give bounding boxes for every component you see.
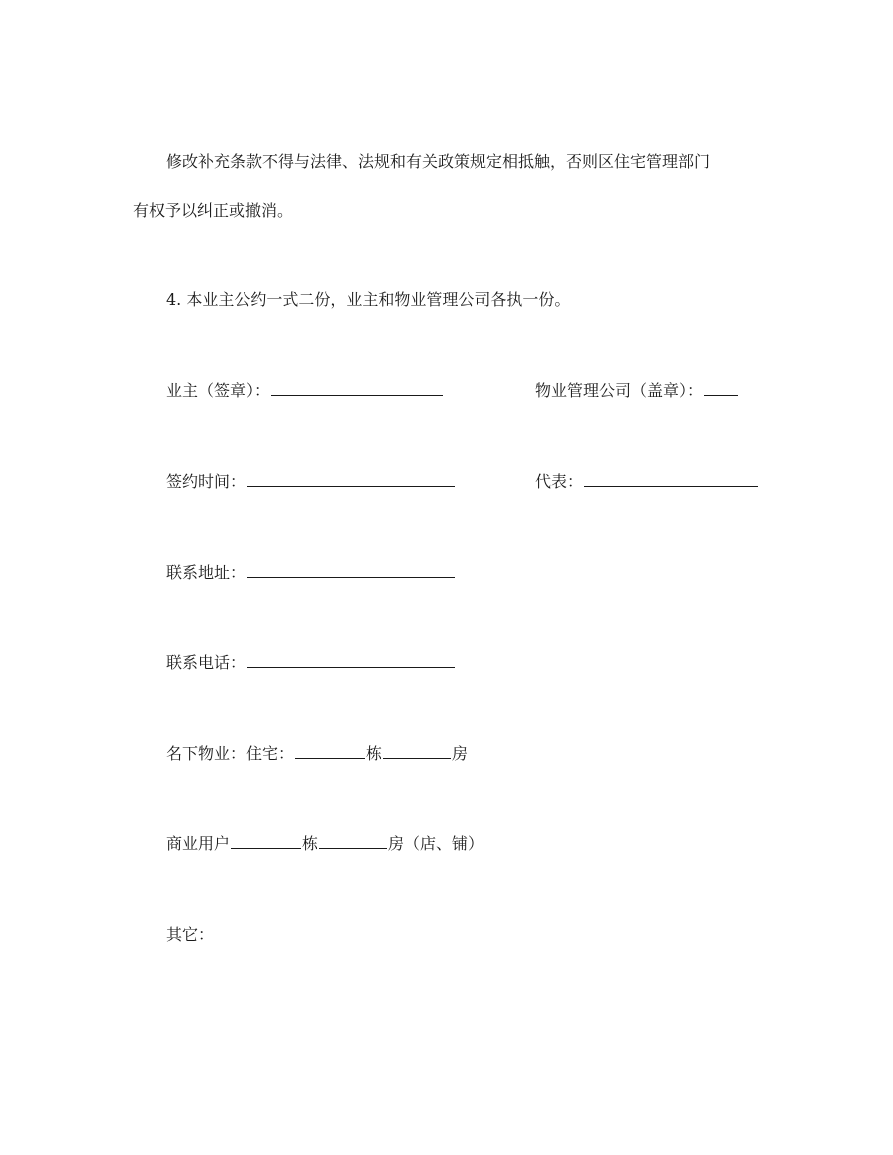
owner-signature-blank[interactable] bbox=[271, 381, 443, 396]
company-seal-label: 物业管理公司（盖章）： bbox=[535, 381, 704, 400]
owner-signature-label: 业主（签章）： bbox=[166, 381, 271, 400]
residence-building-blank[interactable] bbox=[295, 744, 365, 759]
commercial-building-word: 栋 bbox=[302, 834, 319, 853]
residence-label: 名下物业：住宅： bbox=[166, 744, 295, 763]
company-seal-row bbox=[535, 381, 739, 401]
owner-signature-row bbox=[166, 381, 444, 401]
paragraph-line-2: 有权予以纠正或撤消。 bbox=[133, 201, 294, 220]
address-row bbox=[166, 563, 456, 583]
company-seal-blank[interactable] bbox=[704, 381, 738, 396]
representative-label: 代表： bbox=[535, 472, 584, 491]
commercial-row bbox=[166, 834, 484, 854]
phone-label: 联系电话： bbox=[166, 653, 247, 672]
commercial-building-blank[interactable] bbox=[231, 834, 301, 849]
sign-date-row bbox=[166, 472, 456, 492]
residence-room-blank[interactable] bbox=[383, 744, 451, 759]
residence-room-word: 房 bbox=[452, 744, 469, 763]
residence-building-word: 栋 bbox=[366, 744, 383, 763]
commercial-room-blank[interactable] bbox=[319, 834, 387, 849]
address-blank[interactable] bbox=[247, 563, 455, 578]
representative-blank[interactable] bbox=[584, 472, 758, 487]
clause-4: 4. 本业主公约一式二份，业主和物业管理公司各执一份。 bbox=[166, 290, 571, 309]
phone-row bbox=[166, 653, 456, 673]
representative-row bbox=[535, 472, 759, 492]
commercial-room-word: 房（店、铺） bbox=[388, 834, 485, 853]
commercial-label: 商业用户 bbox=[166, 834, 231, 853]
paragraph-line-1: 修改补充条款不得与法律、法规和有关政策规定相抵触，否则区住宅管理部门 bbox=[166, 152, 711, 171]
sign-date-blank[interactable] bbox=[247, 472, 455, 487]
address-label: 联系地址： bbox=[166, 563, 247, 582]
sign-date-label: 签约时间： bbox=[166, 472, 247, 491]
phone-blank[interactable] bbox=[247, 653, 455, 668]
residence-row bbox=[166, 744, 468, 764]
other-label: 其它： bbox=[166, 925, 215, 944]
